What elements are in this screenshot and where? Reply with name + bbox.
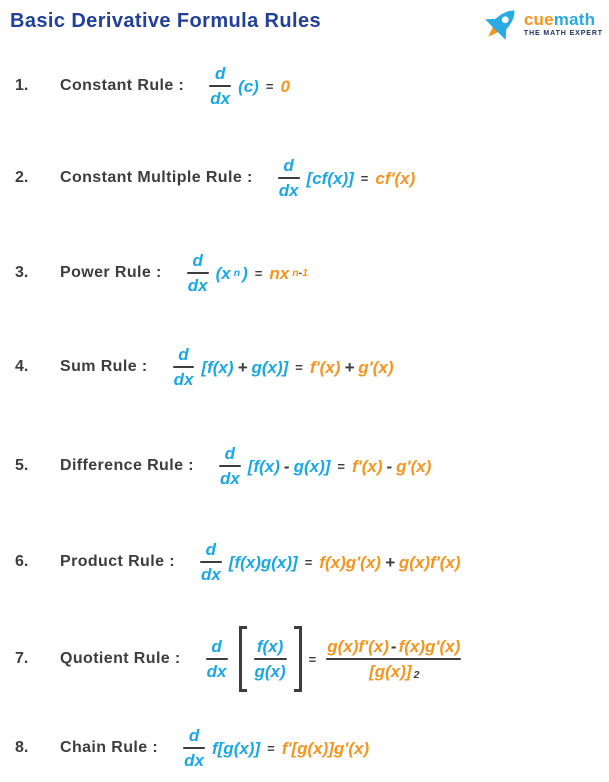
rule-row-constant-multiple bbox=[15, 149, 609, 207]
rocket-icon bbox=[481, 4, 521, 49]
rule-formula: $\frac{d}{dx}$ [f(x) + g(x)] = f'(x) + g'(x) bbox=[173, 344, 394, 390]
brand-math: math bbox=[553, 10, 596, 29]
rule-formula: $\frac{d}{dx}$ f[g(x)] = f'[g(x)]g'(x) bbox=[184, 725, 370, 771]
rule-row-constant bbox=[15, 57, 609, 115]
rule-number: 5. bbox=[15, 457, 29, 474]
rule-formula: $\frac{d}{dx}$ (x n ) = nx n-1 bbox=[187, 250, 308, 296]
brand-cue: cue bbox=[523, 10, 554, 29]
rule-number: 6. bbox=[15, 553, 29, 570]
rule-formula: $\frac{d}{dx}$ [f(x)g(x)] = f(x)g'(x) + g(x)f'(x) bbox=[200, 539, 461, 585]
rule-label: Power Rule : bbox=[60, 264, 162, 281]
rule-number: 8. bbox=[15, 739, 29, 756]
rule-row-product bbox=[15, 533, 609, 591]
rule-label: Sum Rule : bbox=[60, 358, 148, 375]
rule-formula: $\frac{d}{dx}$ $\frac{f(x)}{g(x)}$ = g(x)f'(x) - f(x)g'(x) [g(x)] 2 bbox=[201, 626, 467, 692]
rule-formula: $\frac{d}{dx}$ (c) = 0 bbox=[210, 63, 290, 109]
rule-number: 7. bbox=[15, 650, 29, 667]
rule-row-power bbox=[15, 244, 609, 302]
rule-label: Difference Rule : bbox=[60, 457, 194, 474]
brand-tagline: THE MATH EXPERT bbox=[523, 30, 603, 37]
rule-row-chain bbox=[15, 719, 609, 777]
rule-number: 3. bbox=[15, 264, 29, 281]
cuemath-logo bbox=[481, 4, 603, 49]
logo-text bbox=[524, 11, 603, 37]
rule-label: Constant Rule : bbox=[60, 77, 185, 94]
rule-number: 2. bbox=[15, 169, 29, 186]
rule-number: 1. bbox=[15, 77, 29, 94]
page-title: Basic Derivative Formula Rules bbox=[10, 10, 322, 32]
rule-number: 4. bbox=[15, 358, 29, 375]
rule-row-quotient bbox=[15, 614, 609, 704]
brand-name bbox=[524, 11, 595, 28]
rule-label: Quotient Rule : bbox=[60, 650, 181, 667]
rule-formula: $\frac{d}{dx}$ [f(x) - g(x)] = f'(x) - g'(x) bbox=[219, 443, 432, 489]
rule-formula: $\frac{d}{dx}$ [cf(x)] = cf'(x) bbox=[278, 155, 416, 201]
rule-label: Constant Multiple Rule : bbox=[60, 169, 253, 186]
rule-label: Chain Rule : bbox=[60, 739, 159, 756]
rule-label: Product Rule : bbox=[60, 553, 175, 570]
rule-row-sum bbox=[15, 338, 609, 396]
rule-row-difference bbox=[15, 437, 609, 495]
